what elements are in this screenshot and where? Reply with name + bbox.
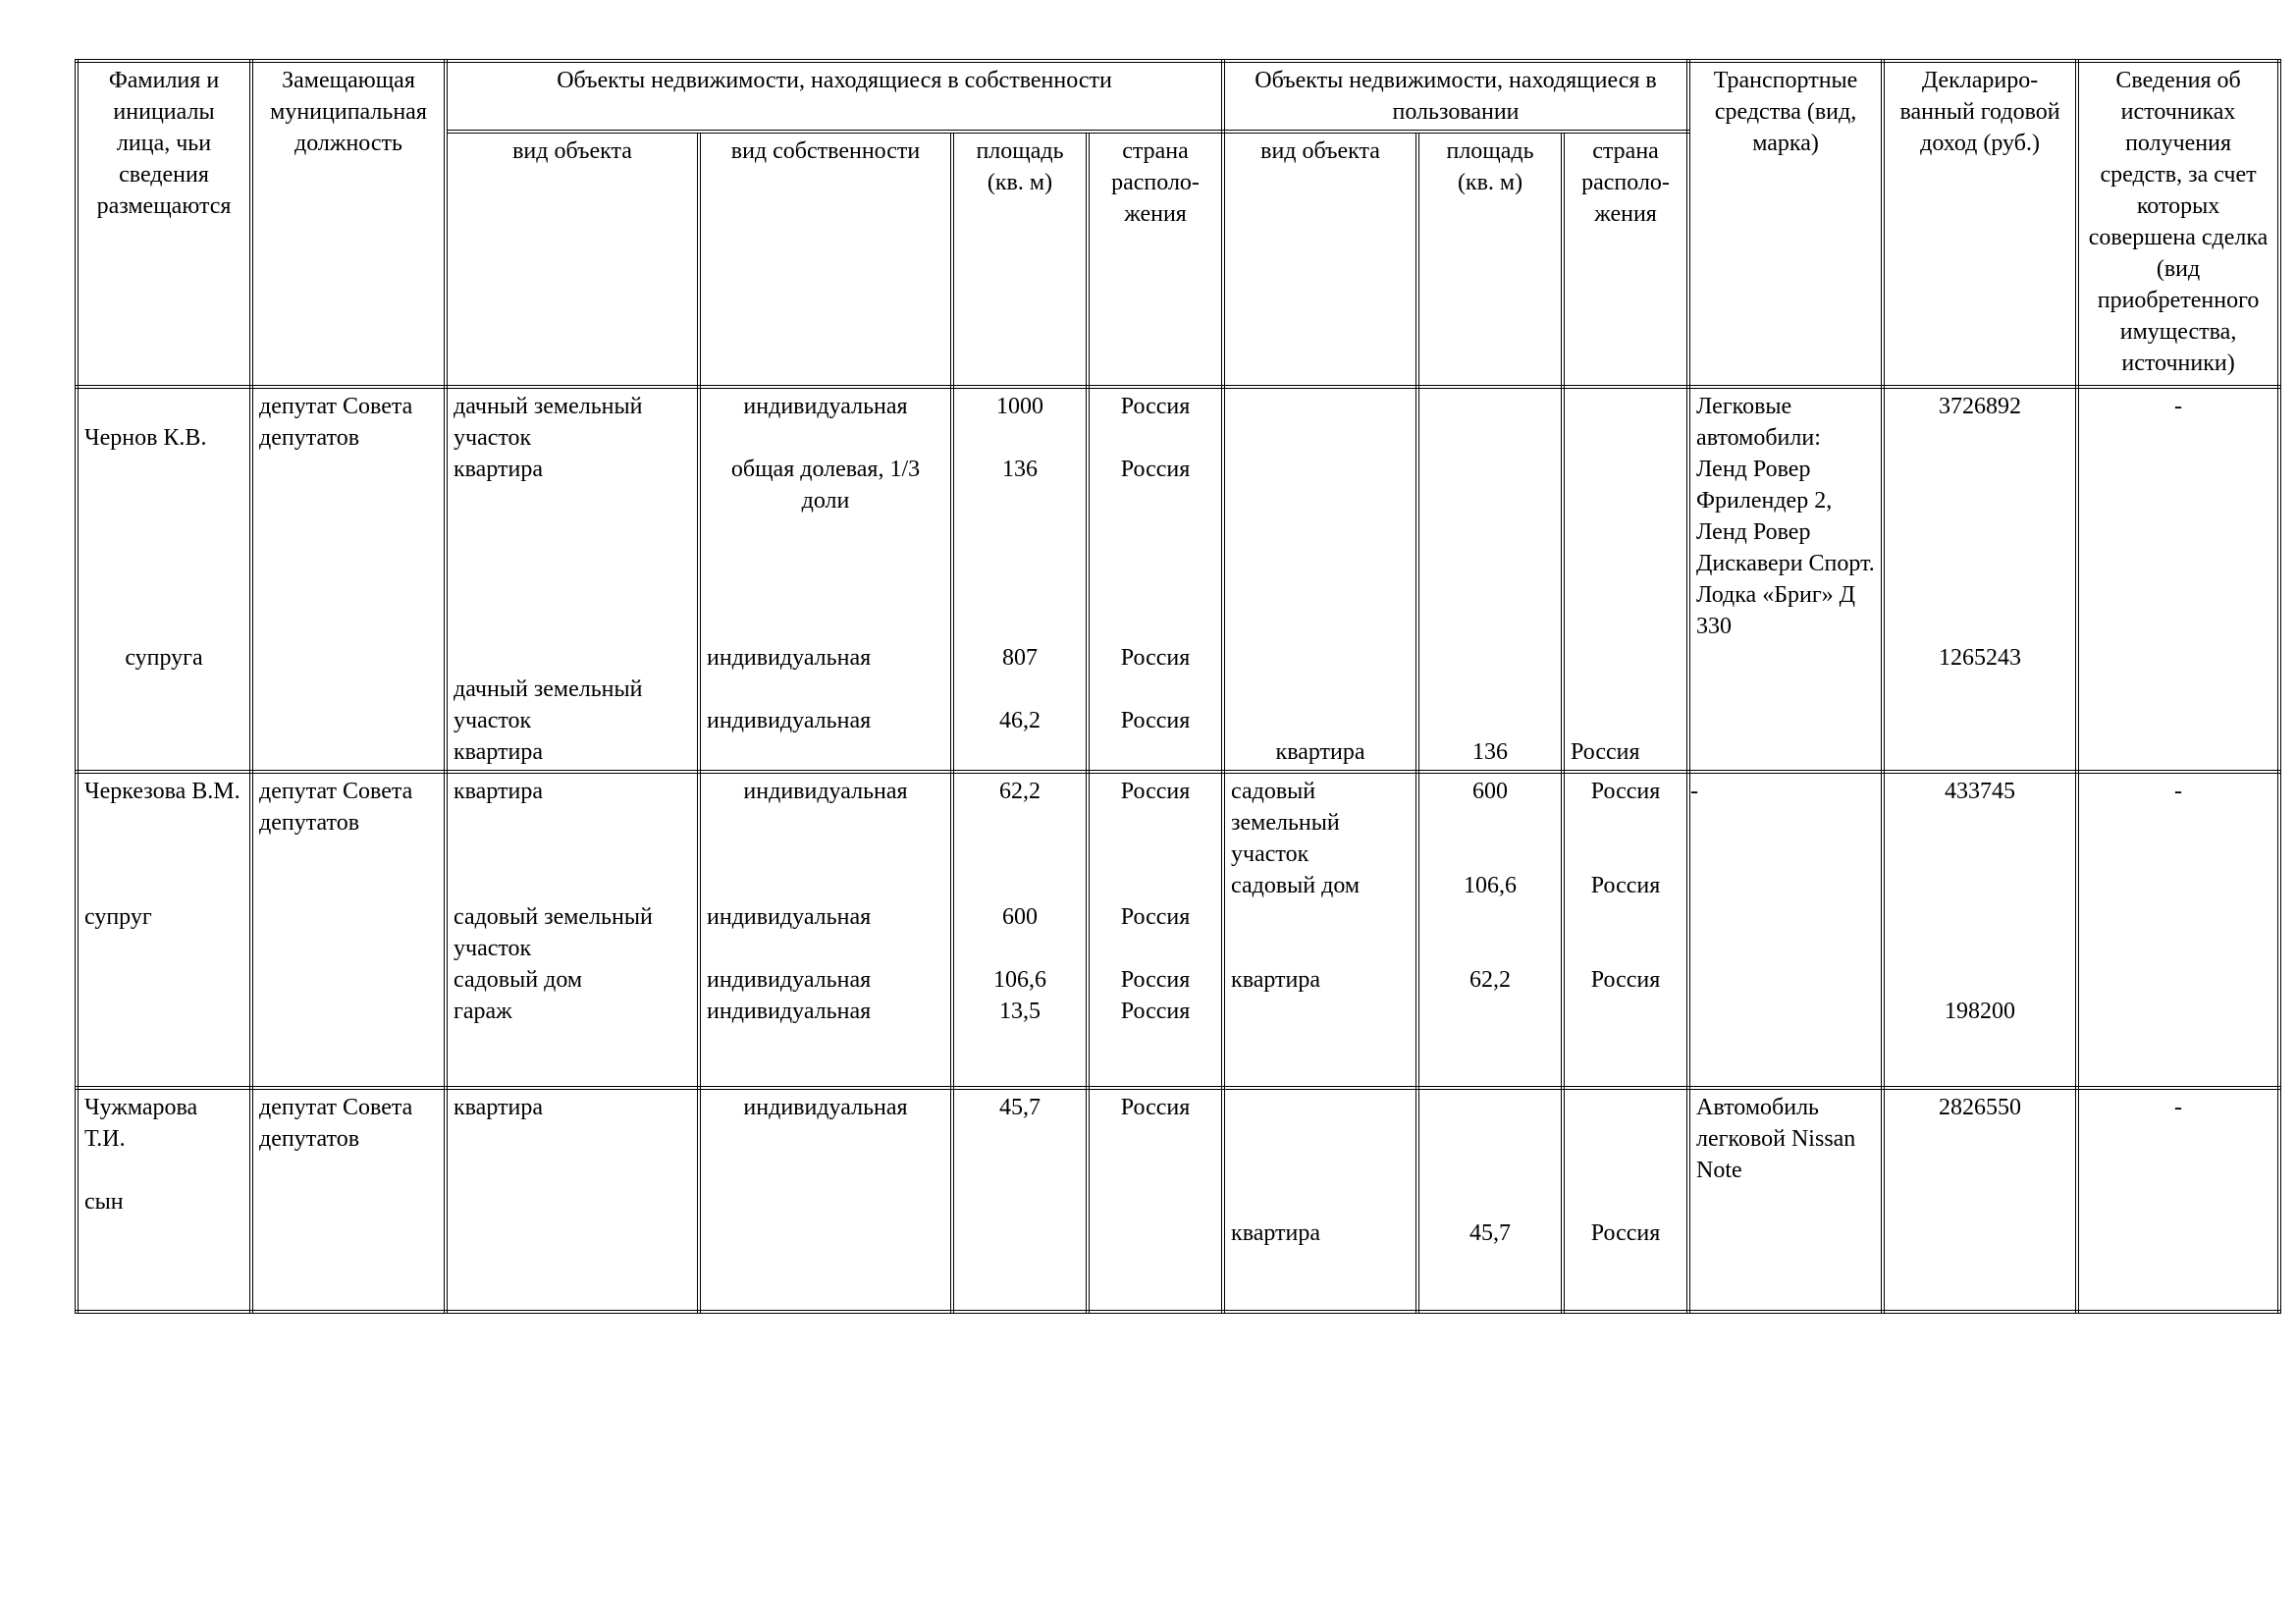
header-used-country: страна располо-жения [1563, 132, 1688, 387]
owned-country: Россия [1120, 708, 1191, 733]
owned-area: 46,2 [999, 708, 1041, 733]
owned-ownership: индивидуальная [707, 904, 872, 930]
used-type: садовый земельный участок [1231, 779, 1340, 867]
owned-area: 136 [1002, 457, 1038, 482]
used-type: садовый дом [1231, 873, 1361, 898]
owned-type-cell [446, 387, 699, 772]
owned-ownership: индивидуальная [743, 394, 908, 419]
used-area-cell [1417, 387, 1563, 772]
owned-country: Россия [1120, 457, 1191, 482]
owned-country: Россия [1120, 779, 1191, 804]
used-area: 45,7 [1469, 1220, 1512, 1246]
owned-type: дачный земельный участок [454, 677, 643, 733]
person-name: Чужмарова Т.И. [84, 1095, 198, 1152]
owned-area: 13,5 [999, 999, 1041, 1024]
relative-name: сын [84, 1189, 124, 1215]
vehicles-cell: Легковые автомобили: Ленд Ровер Фрилендер 2, Ленд Ровер Дискавери Спорт. Лодка «Бриг» Д 330 [1688, 387, 1883, 772]
owned-area-cell [952, 772, 1088, 1088]
used-country: Россия [1590, 779, 1661, 804]
used-area-cell [1417, 772, 1563, 1088]
position-cell: депутат Совета депутатов [251, 772, 446, 1088]
owned-type: квартира [454, 739, 543, 765]
header-vehicles: Транспортные средства (вид, марка) [1688, 61, 1883, 387]
owned-ownership: индивидуальная [707, 645, 872, 671]
used-type: квартира [1275, 739, 1365, 765]
table-row [77, 1088, 2279, 1312]
header-row-top [77, 61, 2279, 132]
owned-area: 62,2 [999, 779, 1041, 804]
used-type: квартира [1231, 967, 1321, 993]
income-cell [1883, 772, 2077, 1088]
owned-type: садовый дом [454, 967, 583, 993]
owned-ownership-cell [699, 772, 952, 1088]
header-owned-type: вид объекта [446, 132, 699, 387]
used-area: 62,2 [1469, 967, 1512, 993]
header-used-group: Объекты недвижимости, находящиеся в пользовании [1223, 61, 1688, 132]
owned-area-cell [952, 387, 1088, 772]
owned-country: Россия [1120, 394, 1191, 419]
owned-country: Россия [1120, 904, 1191, 930]
used-country-cell [1563, 772, 1688, 1088]
used-country: Россия [1571, 739, 1640, 765]
sources-cell: - [2077, 1088, 2279, 1312]
sources-cell: - [2077, 387, 2279, 772]
relative-name: супруг [84, 904, 152, 930]
used-country: Россия [1590, 1220, 1661, 1246]
owned-country-cell [1088, 772, 1223, 1088]
owned-type: квартира [454, 1095, 543, 1120]
owned-area: 106,6 [993, 967, 1046, 993]
owned-area-cell [952, 1088, 1088, 1312]
header-owned-ownership: вид собственности [699, 132, 952, 387]
owned-country: Россия [1120, 645, 1191, 671]
owned-ownership: индивидуальная [743, 1095, 908, 1120]
declaration-table [75, 59, 2281, 1314]
income: 433745 [1945, 779, 2016, 804]
owned-ownership-cell [699, 387, 952, 772]
owned-country: Россия [1120, 1095, 1191, 1120]
owned-type: гараж [454, 999, 512, 1024]
header-owned-area: площадь (кв. м) [952, 132, 1088, 387]
header-owned-country: страна располо-жения [1088, 132, 1223, 387]
owned-type: садовый земельный участок [454, 904, 653, 961]
owned-country-cell [1088, 387, 1223, 772]
header-income: Деклариро-ванный годовой доход (руб.) [1883, 61, 2077, 387]
owned-country: Россия [1120, 999, 1191, 1024]
person-name-cell [77, 387, 251, 772]
used-country: Россия [1590, 967, 1661, 993]
used-area: 106,6 [1464, 873, 1518, 898]
header-position: Замещающая муниципальная должность [251, 61, 446, 387]
table-row [77, 387, 2279, 772]
owned-type-cell [446, 772, 699, 1088]
position-cell: депутат Совета депутатов [251, 387, 446, 772]
header-sources: Сведения об источниках получения средств, за счет которых совершена сделка (вид приобретенного имущества, источники) [2077, 61, 2279, 387]
owned-area: 1000 [996, 394, 1043, 419]
owned-area: 807 [1002, 645, 1038, 671]
vehicles-cell: Автомобиль легковой Nissan Note [1688, 1088, 1883, 1312]
used-area-cell [1417, 1088, 1563, 1312]
owned-ownership: индивидуальная [707, 967, 872, 993]
owned-country: Россия [1120, 967, 1191, 993]
owned-ownership: индивидуальная [707, 999, 872, 1024]
owned-area: 600 [1002, 904, 1038, 930]
header-used-area: площадь (кв. м) [1417, 132, 1563, 387]
person-name: Черкезова В.М. [84, 779, 240, 804]
income-cell [1883, 387, 2077, 772]
header-name: Фамилия и инициалы лица, чьи сведения размещаются [77, 61, 251, 387]
income: 198200 [1945, 999, 2016, 1024]
owned-ownership: индивидуальная [707, 708, 872, 733]
used-country-cell [1563, 387, 1688, 772]
used-country: Россия [1590, 873, 1661, 898]
sources-cell: - [2077, 772, 2279, 1088]
used-type-cell [1223, 1088, 1417, 1312]
owned-ownership: общая долевая, 1/3 доли [730, 457, 921, 514]
owned-type: квартира [454, 779, 543, 804]
income-cell: 2826550 [1883, 1088, 2077, 1312]
used-type-cell [1223, 772, 1417, 1088]
person-name: Чернов К.В. [84, 425, 207, 451]
owned-type-cell [446, 1088, 699, 1312]
used-type-cell [1223, 387, 1417, 772]
table-row [77, 772, 2279, 1088]
vehicles-cell: - [1688, 772, 1883, 1088]
person-name-cell [77, 1088, 251, 1312]
used-country-cell [1563, 1088, 1688, 1312]
header-owned-group: Объекты недвижимости, находящиеся в собственности [446, 61, 1223, 132]
position-cell: депутат Совета депутатов [251, 1088, 446, 1312]
income: 3726892 [1939, 394, 2022, 419]
owned-ownership: индивидуальная [743, 779, 908, 804]
used-area: 136 [1472, 739, 1509, 765]
used-type: квартира [1231, 1220, 1321, 1246]
owned-area: 45,7 [999, 1095, 1041, 1120]
owned-ownership-cell [699, 1088, 952, 1312]
owned-country-cell [1088, 1088, 1223, 1312]
header-used-type: вид объекта [1223, 132, 1417, 387]
relative-name: супруга [125, 645, 203, 671]
owned-type: квартира [454, 457, 543, 482]
owned-type: дачный земельный участок [454, 394, 643, 451]
person-name-cell [77, 772, 251, 1088]
income: 1265243 [1939, 645, 2022, 671]
used-area: 600 [1472, 779, 1509, 804]
